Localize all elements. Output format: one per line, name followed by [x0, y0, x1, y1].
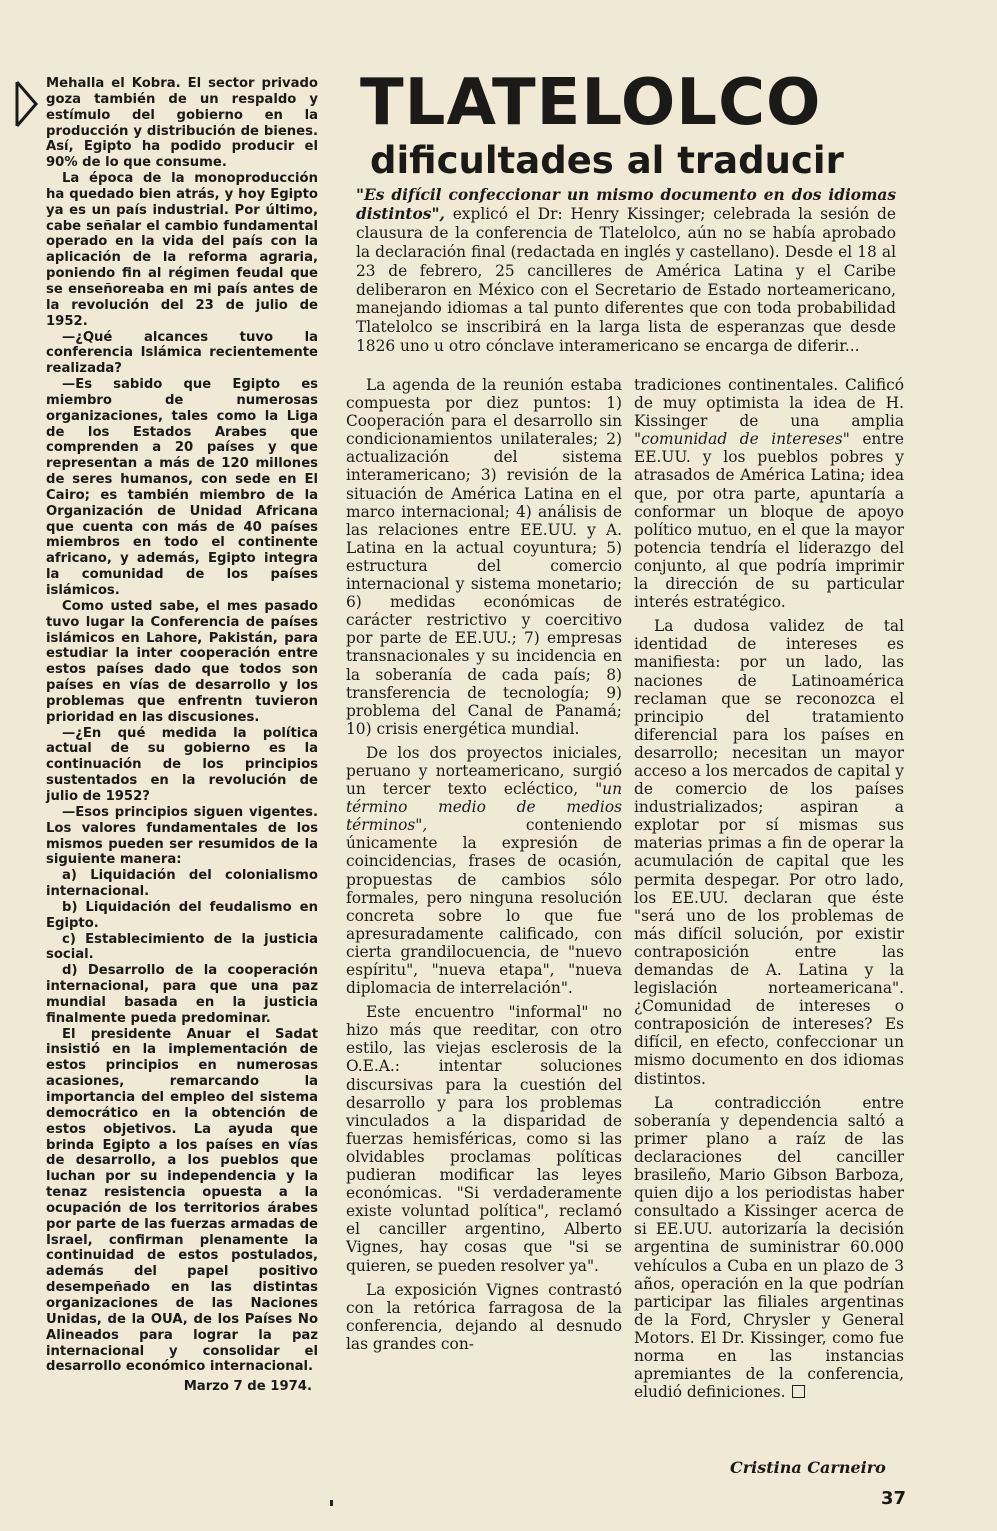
- article-subtitle: dificultades al traducir: [370, 139, 844, 182]
- interview-paragraph: La época de la monoproducción ha quedado bien atrás, y hoy Egipto ya es un país industrial. Por último, cabe señalar el cambio fundamental operado en la vida del país con la aplicación de la reforma agraria, poniendo fin al régimen feudal que se enseñoreaba en mi país antes de la revolución del 23 de julio de 1952.: [46, 171, 318, 329]
- interview-question: —¿En qué medida la política actual de su gobierno es la continuación de los principios sustentados en la revolución de julio de 1952?: [46, 725, 318, 804]
- interview-question: —¿Qué alcances tuvo la conferencia Islámica recientemente realizada?: [46, 329, 318, 377]
- article-paragraph: La exposición Vignes contrastó con la retórica farragosa de la conferencia, dejando al desnudo las grandes con-: [346, 1280, 622, 1353]
- article-paragraph: La agenda de la reunión estaba compuesta por diez puntos: 1) Cooperación para el desarrollo sin condicionamientos unilaterales; 2) actualización del sistema interamericano; 3) revisión de la situación de América Latina en el marco internacional; 4) análisis de las relaciones entre EE.UU. y A. Latina en la actual coyuntura; 5) estructura del comercio internacional y sistema monetario; 6) medidas económicas de carácter restrictivo y coercitivo por parte de EE.UU.; 7) empresas transnacionales y su incidencia en la soberanía de cada país; 8) transferencia de tecnología; 9) problema del Canal de Panamá; 10) crisis energética mundial.: [346, 376, 622, 738]
- inline-quote: "un término medio de medios términos",: [346, 780, 622, 835]
- article-title: TLATELOLCO: [360, 66, 822, 140]
- article-lede: [356, 186, 896, 356]
- interview-paragraph: El presidente Anuar el Sadat insistió en la implementación de estos principios en numerosas acasiones, remarcando la importancia del empleo del sistema democrático en la obtención de estos objetivos. La ayuda que brinda Egipto a los países en vías de desarrollo, a los pueblos que luchan por su independencia y la tenaz resistencia opuesta a la ocupación de los territorios árabes por parte de las fuerzas armadas de Israel, confirman plenamente la continuidad de estos postulados, además del papel positivo desempeñado en las distintas organizaciones de las Naciones Unidas, de la OUA, de los Países No Alineados para lograr la paz internacional y consolidar el desarrollo económico internacional.: [46, 1026, 318, 1375]
- list-item: a) Liquidación del colonialismo internacional.: [46, 868, 318, 900]
- paragraph-text: De los dos proyectos iniciales, peruano y norteamericano, surgió un tercer texto ecléctico,: [346, 743, 622, 799]
- interview-paragraph: Como usted sabe, el mes pasado tuvo lugar la Conferencia de países islámicos en Lahore, Pakistán, para estudiar la inter cooperación entre estos países dado que todos son países en vías de desarrollo y los problemas que enfrentn tuvieron prioridad en las discusiones.: [46, 598, 318, 725]
- lede-quote: "Es difícil confeccionar un mismo documento en dos idiomas distintos",: [356, 186, 896, 223]
- column-divider: [330, 1500, 333, 1506]
- interview-column: [46, 76, 318, 1395]
- list-item: d) Desarrollo de la cooperación internacional, para que una paz mundial basada en la justicia finalmente pueda predominar.: [46, 963, 318, 1026]
- inline-quote: "comunidad de intereses": [634, 430, 850, 449]
- list-item: b) Liquidación del feudalismo en Egipto.: [46, 899, 318, 931]
- article-paragraph: [634, 1094, 904, 1402]
- list-item: c) Establecimiento de la justicia social.: [46, 931, 318, 963]
- paragraph-text: conteniendo únicamente la expresión de coincidencias, frases de ocasión, propuestas de cambios sólo formales, pero ninguna resolución concreta sobre lo que fue apresuradamente calificado, con cierta grandilocuencia, de "nuevo espíritu", "nueva etapa", "nueva diplomacia de interrelación".: [346, 816, 622, 998]
- article-author: Cristina Carneiro: [730, 1458, 886, 1477]
- interview-paragraph: —Esos principios siguen vigentes. Los valores fundamentales de los mismos pueden ser resumidos de la siguiente manera:: [46, 804, 318, 868]
- article-paragraph: Este encuentro "informal" no hizo más que reeditar, con otro estilo, las viejas esclerosis de la O.E.A.: intentar soluciones discursivas para la cuestión del desarrollo y para los problemas vinculados a la disparidad de fuerzas hemisféricas, como si las olvidables proclamas políticas pudieran modificar las leyes económicas. "Si verdaderamente existe voluntad política", reclamó el canciller argentino, Alberto Vignes, hay cosas que "si se quieren, se pueden resolver ya".: [346, 1003, 622, 1275]
- interview-paragraph: Mehalla el Kobra. El sector privado goza también de un respaldo y estímulo del gobierno en la producción y distribución de bienes. Así, Egipto ha podido producir el 90% de lo que consume.: [46, 76, 318, 171]
- paragraph-text: tradiciones continentales. Calificó de muy optimista la idea de H. Kissinger de una amplia: [634, 376, 904, 431]
- interview-paragraph: —Es sabido que Egipto es miembro de numerosas organizaciones, tales como la Liga de los Estados Arabes que comprenden a 20 países y que representan a más de 120 millones de seres humanos, con sede en El Cairo; es también miembro de la Organización de Unidad Africana que cuenta con más de 40 países miembros en todo el continente africano, y además, Egipto integra la comunidad de los países islámicos.: [46, 377, 318, 598]
- interview-date: Marzo 7 de 1974.: [183, 1379, 312, 1395]
- continuation-arrow-icon: [14, 78, 40, 130]
- lede-text: explicó el Dr: Henry Kissinger; celebrada la sesión de clausura de la conferencia de Tlatelolco, aún no se había aprobado la declaración final (redactada en inglés y castellano). Desde el 18 al 23 de febrero, 25 cancilleres de América Latina y el Caribe deliberaron en México con el Secretario de Estado norteamericano, manejando idiomas a tal punto diferentes que con toda probabilidad Tlatelolco se inscribirá en la larga lista de esperanzas que desde 1826 uno u otro cónclave interamericano se encarga de diferir...: [356, 204, 896, 356]
- article-paragraph: [634, 376, 904, 611]
- end-mark-icon: [792, 1385, 805, 1398]
- paragraph-text: La contradicción entre soberanía y dependencia saltó a primer plano a raíz de las declaraciones del canciller brasileño, Mario Gibson Barboza, quien dijo a los periodistas haber consultado a Kissinger acerca de si EE.UU. autorizaría la decisión argentina de suministrar 60.000 vehículos a Cuba en un plazo de 3 años, operación en la que podrían participar las filiales argentinas de la Ford, Chrysler y General Motors. El Dr. Kissinger, como fue norma en las instancias apremiantes de la conferencia, eludió definiciones.: [634, 1093, 904, 1402]
- paragraph-text: entre EE.UU. y los pueblos pobres y atrasados de América Latina; idea que, por otra parte, apuntaría a conformar un bloque de apoyo político mutuo, en el que la mayor potencia tendría el liderazgo del conjunto, al que podría imprimir la dirección de su particular interés estratégico.: [634, 430, 904, 612]
- article-column-2: [634, 376, 904, 1407]
- article-paragraph: La dudosa validez de tal identidad de intereses es manifiesta: por un lado, las naciones de Latinoamérica reclaman que se reconozca el principio del tratamiento diferencial para los países en desarrollo; necesitan un mayor acceso a los mercados de capital y de comercio de los países industrializados; aspiran a explotar por sí mismas sus materias primas a fin de operar la acumulación de capital que les permita despegar. Por otro lado, los EE.UU. declaran que éste "será uno de los problemas de más difícil solución, por existir contraposición entre las demandas de A. Latina y la legislación norteamericana". ¿Comunidad de intereses o contraposición de intereses? Es difícil, en efecto, confeccionar un mismo documento en dos idiomas distintos.: [634, 617, 904, 1088]
- article-column-1: [346, 376, 622, 1359]
- page-number: 37: [881, 1488, 907, 1509]
- article-paragraph: [346, 744, 622, 997]
